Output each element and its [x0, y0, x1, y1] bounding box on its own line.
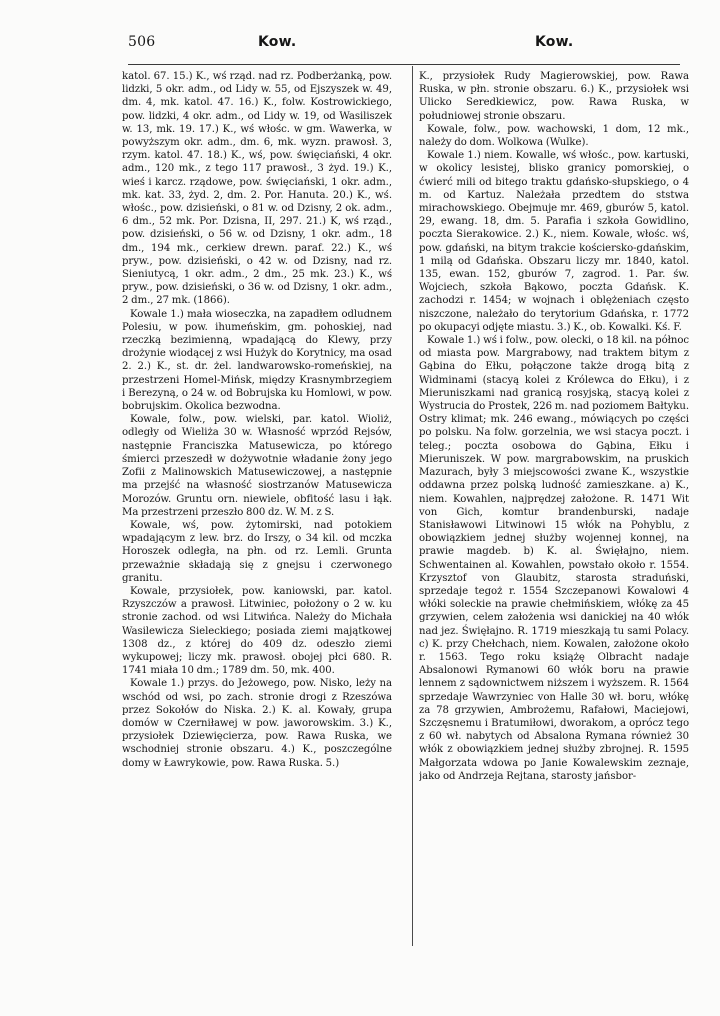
paragraph: Kowale 1.) wś i folw., pow. olecki, o 18 kil. na północ od miasta pow. Margrabowy, nad traktem bitym z Gąbina do Ełku, połączone także drogą bitą z Widminami (stacyą kolei z Królewca do Ełku), i z Mieruniszkami nad granicą rosyjską, stacyą kolei z Wystrucia do Prostek, 226 m. nad poziomem Bałtyku. Ostry klimat; mk. 246 ewang., mówiących po części po polsku. Na folw. gorzelnia, we wsi stacya poczt. i teleg.; poczta osobowa do Gąbina, Ełku i Mieruniszek. W pow. margrabowskim, na pruskich Mazurach, były 3 miejscowości zwane K., wszystkie oddawna przez polską ludność zamieszkane. a) K., niem. Kowahlen, najprędzej założone. R. 1471 Wit von Gich, komtur brandenburski, nadaje Stanisławowi Litwinowi 15 włók na Pohyblu, z obowiązkiem jednej służby wojennej konnej, na prawie magdeb. b) K. al. Święłajno, niem. Schwentainen al. Kowahlen, powstało około r. 1554. Krzysztof von Glaubitz, starosta straduński, sprzedaje tegoż r. 1554 Szczepanowi Kowalowi 4 włóki soleckie na prawie chełmińskiem, włókę za 45 grzywien, celem założenia wsi danickiej na 40 włók nad jez. Święłajno. R. 1719 mieszkają tu sami Polacy. c) K. przy Chełchach, niem. Kowalen, założone około r. 1563. Tego roku książę Olbracht nadaje Absalonowi Rymanowi 60 włók boru na prawie lennem z sądownictwem niższem i wyższem. R. 1564 sprzedaje Wawrzyniec von Halle 30 wł. boru, włókę za 78 grzywien, Ambrożemu, Rafałowi, Maciejowi, Szczęsnemu i Bratumiłowi, dworakom, a oprócz tego z 60 wł. nabytych od Absalona Rymana również 30 włók z obowiązkiem jednej służby zbrojnej. R. 1595 Małgorzata wdowa po Janie Kowalewskim zeznaje, jako od Andrzeja Rejtana, starosty jańsbor- [419, 335, 689, 782]
paragraph: Kowale, folw., pow. wachowski, 1 dom, 12 mk., należy do dom. Wolkowa (Wulke). [419, 123, 689, 149]
running-head-right: Kow. [535, 34, 574, 50]
paragraph: Kowale 1.) przys. do Jeżowego, pow. Nisko, leży na wschód od wsi, po zach. stronie drogi z Rzeszówa przez Sokołów do Niska. 2.) K. al. Kowały, grupa domów w Czerniławej w pow. jaworowskim. 3.) K., przysiołek Dziewięcierza, pow. Rawa Ruska, we wschodniej stronie obszaru. 4.) K., poszczególne domy w Ławrykowie, pow. Rawa Ruska. 5.) [122, 678, 392, 769]
paragraph: Kowale, wś, pow. żytomirski, nad potokiem wpadającym z lew. brz. do Irszy, o 34 kil. od mczka Horoszek odległa, na płn. od rz. Lemli. Grunta przeważnie składają się z gnejsu i czerwonego granitu. [122, 519, 392, 584]
paragraph: K., przysiołek Rudy Magierowskiej, pow. Rawa Ruska, w płn. stronie obszaru. 6.) K., przysiołek wsi Ulicko Seredkiewicz, pow. Rawa Ruska, w południowej stronie obszaru. [419, 71, 689, 122]
header-rule [128, 64, 680, 65]
paragraph: Kowale 1.) niem. Kowalle, wś włośc., pow. kartuski, w okolicy lesistej, blisko granicy pomorskiej, o ćwierć mili od bitego traktu gdańsko-słupskiego, o 4 m. od Kartuz. Należała przedtem do ststwa mirachowskiego. Obejmuje mr. 469, gburów 5, katol. 29, ewang. 18, dm. 5. Parafia i szkoła Gowidlino, poczta Sierakowice. 2.) K., niem. Kowale, włośc. wś, pow. gdański, na bitym trakcie kościersko-gdańskim, 1 milą od Gdańska. Obszaru liczy mr. 1840, katol. 135, ewan. 152, gburów 7, zagrod. 1. Par. św. Wojciech, szkoła Bąkowo, poczta Gdańsk. K. zachodzi r. 1454; w wojnach i oblężeniach często niszczone, należało do terytorium Gdańska, r. 1772 po okupacyi odjęte miastu. 3.) K., ob. Kowalki. Kś. F. [419, 150, 689, 333]
right-column [419, 70, 689, 940]
paragraph: Kowale, folw., pow. wielski, par. katol. Wioliż, odległy od Wieliża 30 w. Własność wprzód Rejsów, następnie Franciszka Matusewicza, po którego śmierci przeszedł w dożywotnie władanie żony jego Zofii z Malinowskich Matusewiczowej, a następnie ma przejść na własność siostrzanów Matusewicza Morozów. Gruntu orn. niewiele, obfitość lasu i łąk. Ma przestrzeni przeszło 800 dz. W. M. z S. [122, 414, 392, 518]
paragraph: katol. 67. 15.) K., wś rząd. nad rz. Podberżanką, pow. lidzki, 5 okr. adm., od Lidy w. 55, od Ejszyszek w. 49, dm. 4, mk. katol. 47. 16.) K., folw. Kostrowickiego, pow. lidzki, 4 okr. adm., od Lidy w. 19, od Wasiliszek w. 13, mk. 19. 17.) K., wś włośc. w gm. Wawerka, w powyższym okr. adm., dm. 6, mk. wyzn. prawosł. 3, rzym. katol. 47. 18.) K., wś, pow. święciański, 4 okr. adm., 120 mk., z tego 117 prawosł., 3 żyd. 19.) K., wieś i karcz. rządowe, pow. święciański, 1 okr. adm., mk. kat. 33, żyd. 2, dm. 2. Por. Hanuta. 20.) K., wś. włośc., pow. dzisieński, o 81 w. od Dzisny, 2 ok. adm., 6 dm., 52 mk. Por. Dzisna, II, 297. 21.) K, wś rząd., pow. dzisieński, o 56 w. od Dzisny, 1 okr. adm., 18 dm., 194 mk., cerkiew drewn. paraf. 22.) K., wś pryw., pow. dzisieński, o 42 w. od Dzisny, nad rz. Sieniutycą, 1 okr. adm., 2 dm., 25 mk. 23.) K., wś pryw., pow. dzisieński, o 36 w. od Dzisny, 1 okr. adm., 2 dm., 27 mk. (1866). [122, 71, 392, 307]
column-divider [412, 66, 413, 946]
paragraph: Kowale 1.) mała wioseczka, na zapadłem odludnem Polesiu, w pow. ihumeńskim, gm. pohoskiej, nad rzeczką bezimienną, wpadającą do Klewy, przy drożynie wiodącej z wsi Hużyk do Korytnicy, ma osad 2. 2.) K., st. dr. żel. landwarowsko-romeńskiej, na przestrzeni Homel-Mińsk, między Krasnymbrzegiem i Berezyną, o 24 w. od Bobrujska ku Homlowi, w pow. bobrujskim. Okolica bezwodna. [122, 308, 392, 413]
page-number: 506 [128, 34, 156, 50]
paragraph: Kowale, przysiołek, pow. kaniowski, par. katol. Rzyszczów a prawosł. Litwiniec, położony o 2 w. ku stronie zachod. od wsi Litwińca. Należy do Michała Wasilewicza Sieleckiego; posiada ziemi majątkowej 1308 dz., z której do 409 dz. odeszło ziemi wykupowej; liczy mk. prawosł. obojej płci 680. R. 1741 miała 10 dm.; 1789 dm. 50, mk. 400. [122, 585, 392, 677]
left-column [122, 70, 392, 940]
running-head-left: Kow. [258, 34, 297, 50]
